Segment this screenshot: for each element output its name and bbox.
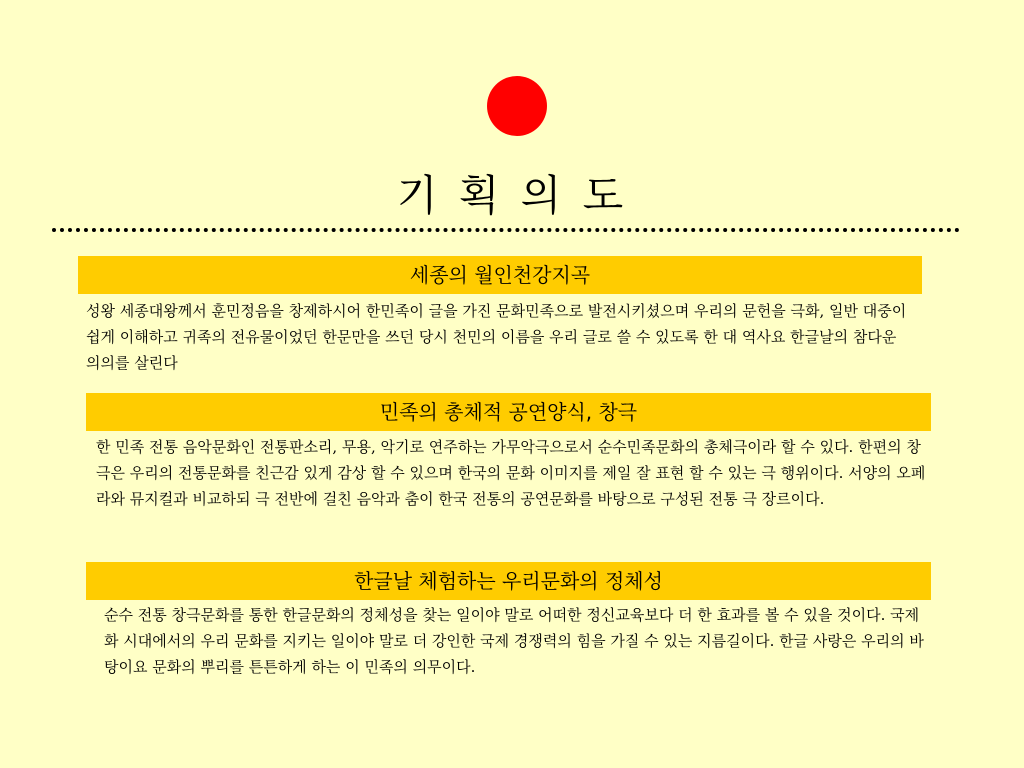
red-circle-decoration bbox=[487, 76, 547, 136]
section-body-identity: 순수 전통 창극문화를 통한 한글문화의 정체성을 찾는 일이야 말로 어떠한 정신교육보다 더 한 효과를 볼 수 있을 것이다. 국제화 시대에서의 우리 문화를 지키는 일이야 말로 더 강인한 국제 경쟁력의 힘을 가질 수 있는 지름길이다. 한글 사랑은 우리의 바탕이요 문화의 뿌리를 튼튼하게 하는 이 민족의 의무이다. bbox=[104, 606, 924, 676]
section-heading-sejong: 세종의 월인천강지곡 bbox=[78, 256, 922, 294]
dotted-divider bbox=[52, 228, 960, 232]
slide-title: 기 획 의 도 bbox=[396, 171, 628, 220]
section-heading-identity: 한글날 체험하는 우리문화의 정체성 bbox=[86, 562, 931, 600]
section-body-changgeuk: 한 민족 전통 음악문화인 전통판소리, 무용, 악기로 연주하는 가무악극으로서 순수민족문화의 총체극이라 할 수 있다. 한편의 창극은 우리의 전통문화를 친근감 있게 감상 할 수 있으며 한국의 문화 이미지를 제일 잘 표현 할 수 있는 극 행위이다. 서양의 오페라와 뮤지컬과 비교하되 극 전반에 걸친 음악과 춤이 한국 전통의 공연문화를 바탕으로 구성된 전통 극 장르이다. bbox=[96, 438, 926, 508]
section-heading-changgeuk: 민족의 총체적 공연양식, 창극 bbox=[86, 393, 931, 431]
section-body-sejong: 성왕 세종대왕께서 훈민정음을 창제하시어 한민족이 글을 가진 문화민족으로 발전시키셨으며 우리의 문헌을 극화, 일반 대중이 쉽게 이해하고 귀족의 전유물이었던 한문만을 쓰던 당시 천민의 이름을 우리 글로 쓸 수 있도록 한 대 역사요 한글날의 참다운 의의를 살린다 bbox=[86, 302, 907, 372]
